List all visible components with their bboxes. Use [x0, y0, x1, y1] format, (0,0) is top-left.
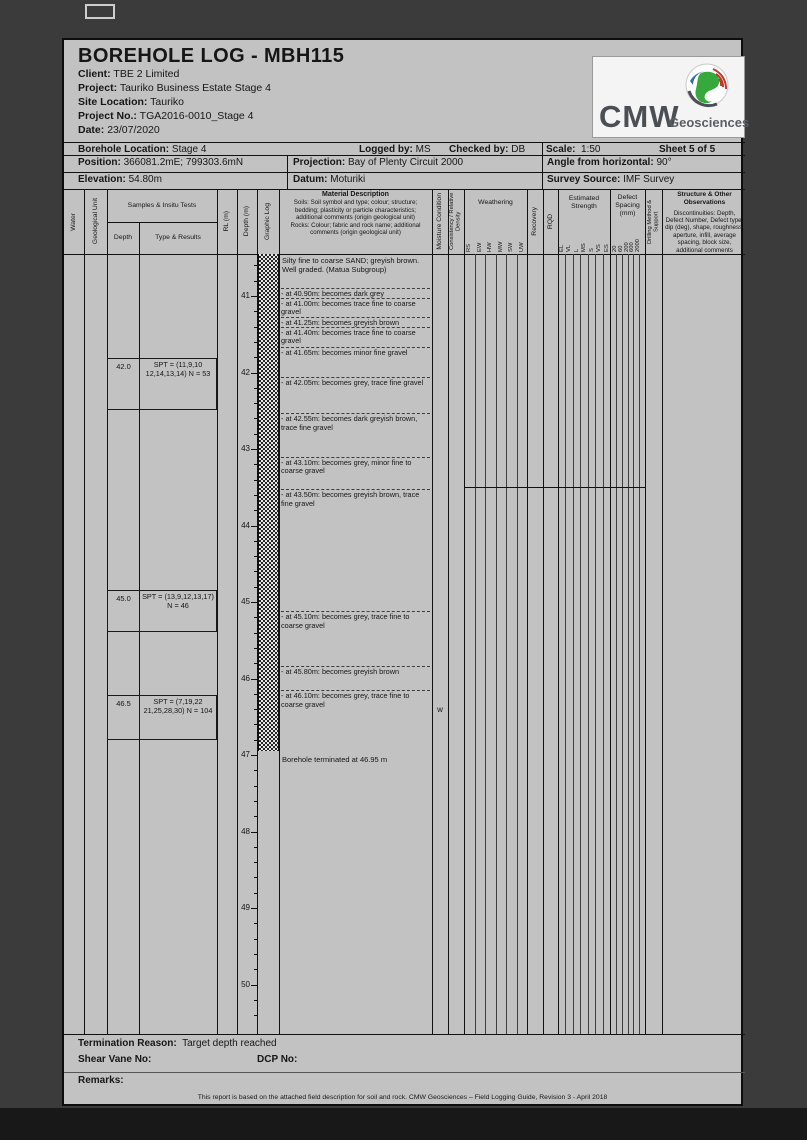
datum-value: Moturiki [330, 174, 366, 185]
sub-track-line [506, 254, 507, 1034]
sub-track-line [517, 254, 518, 1034]
column-border [558, 189, 559, 1034]
depth-minor-tick [254, 801, 257, 802]
depth-minor-tick [254, 847, 257, 848]
checked-by-value: DB [511, 144, 526, 155]
strength-code: VS [596, 244, 603, 252]
termination-reason-label: Termination Reason: [78, 1038, 177, 1049]
material-description-soils: Soils: Soil symbol and type; colour; structure; bedding; plasticity or particle characteristics; additional comments (origin geological unit) [293, 199, 418, 222]
angle-label: Angle from horizontal: [547, 157, 654, 168]
column-border [543, 189, 544, 1034]
position-label: Position: [78, 157, 121, 168]
structure-title: Structure & Other Observations [677, 191, 732, 206]
sample-depth: 46.5 [108, 696, 140, 739]
column-border [645, 189, 646, 1034]
termination-reason-value: Target depth reached [182, 1038, 277, 1049]
strength-code: MS [581, 243, 588, 252]
depth-minor-tick [254, 969, 257, 970]
col-header-recovery-label: Recovery [531, 207, 539, 236]
column-border [279, 189, 280, 1034]
meta-date-value: 23/07/2020 [107, 124, 160, 136]
stratum-annotation: - at 42.05m: becomes grey, trace fine gravel [281, 377, 430, 388]
checked-by-label: Checked by: [449, 144, 509, 155]
logged-by-label: Logged by: [359, 144, 413, 155]
column-border [448, 189, 449, 1034]
col-header-rqd-label: RQD [546, 213, 554, 230]
material-description-rocks: Rocks: Colour; fabric and rock name; additional comments (origin geological unit) [290, 221, 421, 237]
scale-value: 1:50 [581, 144, 601, 155]
depth-minor-tick [254, 1015, 257, 1016]
col-header-geological-unit-label: Geological Unit [91, 198, 99, 245]
termination-note: Borehole terminated at 46.95 m [282, 755, 388, 765]
col-header-type-results-label: Type & Results [155, 234, 201, 242]
sub-track-line [622, 254, 623, 1034]
weathering-code: UW [518, 242, 525, 252]
depth-label: 48 [241, 826, 250, 836]
depth-minor-tick [254, 832, 257, 833]
depth-minor-tick [254, 1000, 257, 1001]
meta-project-label: Project: [78, 82, 118, 94]
depth-label: 50 [241, 979, 250, 989]
depth-minor-tick [254, 923, 257, 924]
depth-minor-tick [254, 770, 257, 771]
meta-site-label: Site Location: [78, 96, 148, 108]
graphic-log-pattern [258, 254, 279, 751]
meta-date-label: Date: [78, 124, 105, 136]
sample-cell [107, 695, 217, 740]
stratum-annotation: - at 43.10m: becomes grey, minor fine to coarse gravel [281, 457, 430, 477]
col-header-weathering-label: Weathering [478, 199, 513, 207]
material-description-title: Material Description [322, 191, 389, 198]
depth-label: 46 [241, 673, 250, 683]
borehole-location-label: Borehole Location: [78, 144, 170, 155]
stratum-annotation: - at 42.55m: becomes dark greyish brown, trace fine gravel [281, 413, 430, 433]
termination-reason [78, 1038, 277, 1049]
sheet-number-value: Sheet 5 of 5 [659, 144, 716, 155]
viewer-bottom-bar [0, 1108, 807, 1140]
col-header-rl-label: RL (m) [223, 211, 231, 232]
column-border [527, 189, 528, 1034]
sub-track-line [580, 254, 581, 1034]
column-border [84, 189, 85, 1034]
dcp-no [257, 1054, 297, 1065]
col-header-estimated-strength-label: Estimated Strength [568, 195, 600, 210]
sub-track-line [628, 254, 629, 1034]
depth-minor-tick [254, 985, 257, 986]
col-header-sample-depth-label: Depth [113, 234, 133, 242]
depth-minor-tick [254, 816, 257, 817]
structure-body: Discontinuities: Depth, Defect Number, Defect type, dip (deg), shape, roughness, aperture, infill, average spacing, block size, additional comments [665, 209, 744, 254]
moisture-mark: w [437, 705, 443, 715]
weathering-code: HW [487, 242, 493, 252]
weathering-code: RS [466, 243, 472, 252]
depth-minor-tick [254, 786, 257, 787]
dcp-label: DCP No: [257, 1054, 298, 1065]
elevation-label: Elevation: [78, 174, 126, 185]
log-body [64, 40, 745, 1108]
remarks [78, 1075, 124, 1086]
strength-code: S [588, 248, 595, 252]
column-border [610, 189, 611, 1034]
sample-depth: 42.0 [108, 359, 140, 409]
depth-minor-tick [254, 908, 257, 909]
stratum-annotation: - at 43.50m: becomes greyish brown, trace fine gravel [281, 489, 430, 509]
weathering-code: EW [476, 242, 483, 252]
projection-value: Bay of Plenty Circuit 2000 [348, 157, 464, 168]
stratum-annotation: - at 41.40m: becomes trace fine to coarse gravel [281, 327, 430, 347]
depth-label: 42 [241, 367, 250, 377]
sub-track-line [633, 254, 634, 1034]
strength-code: EL [559, 244, 565, 252]
viewer-artifact [85, 4, 115, 19]
depth-minor-tick [254, 755, 257, 756]
depth-label: 41 [241, 291, 250, 301]
shear-vane-no [78, 1054, 151, 1065]
datum-label: Datum: [293, 174, 328, 185]
logged-by-value: MS [415, 144, 431, 155]
col-header-graphic-log-label: Graphic Log [264, 202, 272, 241]
sample-depth: 45.0 [108, 591, 140, 631]
depth-label: 47 [241, 750, 250, 760]
sub-track-line [639, 254, 640, 1034]
defect-spacing-code: 20 [611, 245, 618, 252]
col-header-samples-label: Samples & Insitu Tests [127, 201, 197, 209]
meta-client-value: TBE 2 Limited [113, 68, 180, 80]
defect-spacing-code: 60 [617, 245, 624, 252]
stratum-annotation: - at 46.10m: becomes grey, trace fine to coarse gravel [281, 690, 430, 710]
logo-cmw-text: CMW [599, 99, 680, 134]
track-divider [464, 487, 645, 488]
sub-track-line [588, 254, 589, 1034]
defect-spacing-code: 2000 [635, 239, 642, 252]
scale-label: Scale: [546, 144, 576, 155]
col-header-water-label: Water [70, 212, 78, 231]
table-bottom-border [64, 1034, 745, 1035]
sub-track-line [573, 254, 574, 1034]
sample-result: SPT = (7,19,22 21,25,28,30) N = 104 [143, 697, 213, 715]
meta-client-label: Client: [78, 68, 111, 80]
sample-cell [107, 590, 217, 632]
disclaimer: This report is based on the attached field description for soil and rock. CMW Geosciences – Field Logging Guide, Revision 3 - April 2018 [197, 1094, 608, 1101]
column-border [662, 189, 663, 1034]
sample-result: SPT = (11,9,10 12,14,13,14) N = 53 [145, 360, 211, 378]
depth-label: 49 [241, 903, 250, 913]
shear-vane-label: Shear Vane No: [78, 1054, 152, 1065]
col-header-drilling-method-label: Drilling Method & Support [646, 199, 660, 244]
projection-label: Projection: [293, 157, 346, 168]
col-header-depth-label: Depth (m) [243, 206, 251, 237]
strength-code: ES [603, 244, 610, 252]
sub-track-line [603, 254, 604, 1034]
borehole-log-page [62, 38, 750, 1106]
weathering-code: MW [497, 241, 504, 252]
elevation-value: 54.80m [128, 174, 162, 185]
weathering-code: SW [508, 242, 514, 252]
depth-label: 44 [241, 520, 250, 530]
col-header-defect-spacing-label: Defect Spacing (mm) [615, 194, 640, 217]
stratum-annotation: - at 41.25m: becomes greyish brown [281, 317, 430, 328]
stratum-annotation: - at 41.65m: becomes minor fine gravel [281, 347, 430, 358]
sub-track-line [475, 254, 476, 1034]
depth-minor-tick [254, 893, 257, 894]
strength-code: VL [566, 244, 573, 252]
sub-track-line [595, 254, 596, 1034]
sub-track-line [496, 254, 497, 1034]
meta-project-no-value: TGA2016-0010_Stage 4 [139, 110, 254, 122]
sub-track-line [616, 254, 617, 1034]
col-header-consistency-label: Consistency / Relative Density [449, 192, 462, 251]
defect-spacing-code: 600 [629, 242, 636, 252]
column-border [464, 189, 465, 1034]
stratum-annotation: - at 45.80m: becomes greyish brown [281, 666, 430, 677]
col-header-moisture-label: Moisture Condition [436, 193, 444, 250]
meta-project-value: Tauriko Business Estate Stage 4 [119, 82, 271, 94]
page-title: BOREHOLE LOG - MBH115 [78, 45, 345, 67]
survey-source-value: IMF Survey [623, 174, 675, 185]
strength-code: L [573, 248, 580, 252]
depth-label: 43 [241, 444, 250, 454]
meta-site-value: Tauriko [150, 96, 185, 108]
depth-minor-tick [254, 862, 257, 863]
sub-track-line [565, 254, 566, 1034]
meta-project-no-label: Project No.: [78, 110, 137, 122]
depth-label: 45 [241, 597, 250, 607]
column-border [432, 189, 433, 1034]
borehole-location-value: Stage 4 [171, 144, 207, 155]
survey-source-label: Survey Source: [547, 174, 621, 185]
divider [64, 1072, 745, 1073]
column-border [217, 189, 218, 1034]
stratum-annotation: - at 45.10m: becomes grey, trace fine to coarse gravel [281, 611, 430, 631]
stratum-annotation: - at 40.90m: becomes dark grey [281, 288, 430, 299]
position-value: 366081.2mE; 799303.6mN [123, 157, 244, 168]
angle-value: 90° [656, 157, 672, 168]
sample-result: SPT = (13,9,12,13,17) N = 46 [142, 592, 214, 610]
depth-minor-tick [254, 939, 257, 940]
depth-minor-tick [254, 877, 257, 878]
stratum-annotation: - at 41.00m: becomes trace fine to coarse gravel [281, 298, 430, 318]
depth-minor-tick [254, 954, 257, 955]
stratum-description: Silty fine to coarse SAND; greyish brown. Well graded. (Matua Subgroup) [282, 256, 420, 275]
remarks-label: Remarks: [78, 1075, 124, 1086]
defect-spacing-code: 200 [623, 242, 630, 252]
logo-geosciences-text: Geosciences [669, 115, 750, 130]
sample-cell [107, 358, 217, 410]
sub-track-line [485, 254, 486, 1034]
